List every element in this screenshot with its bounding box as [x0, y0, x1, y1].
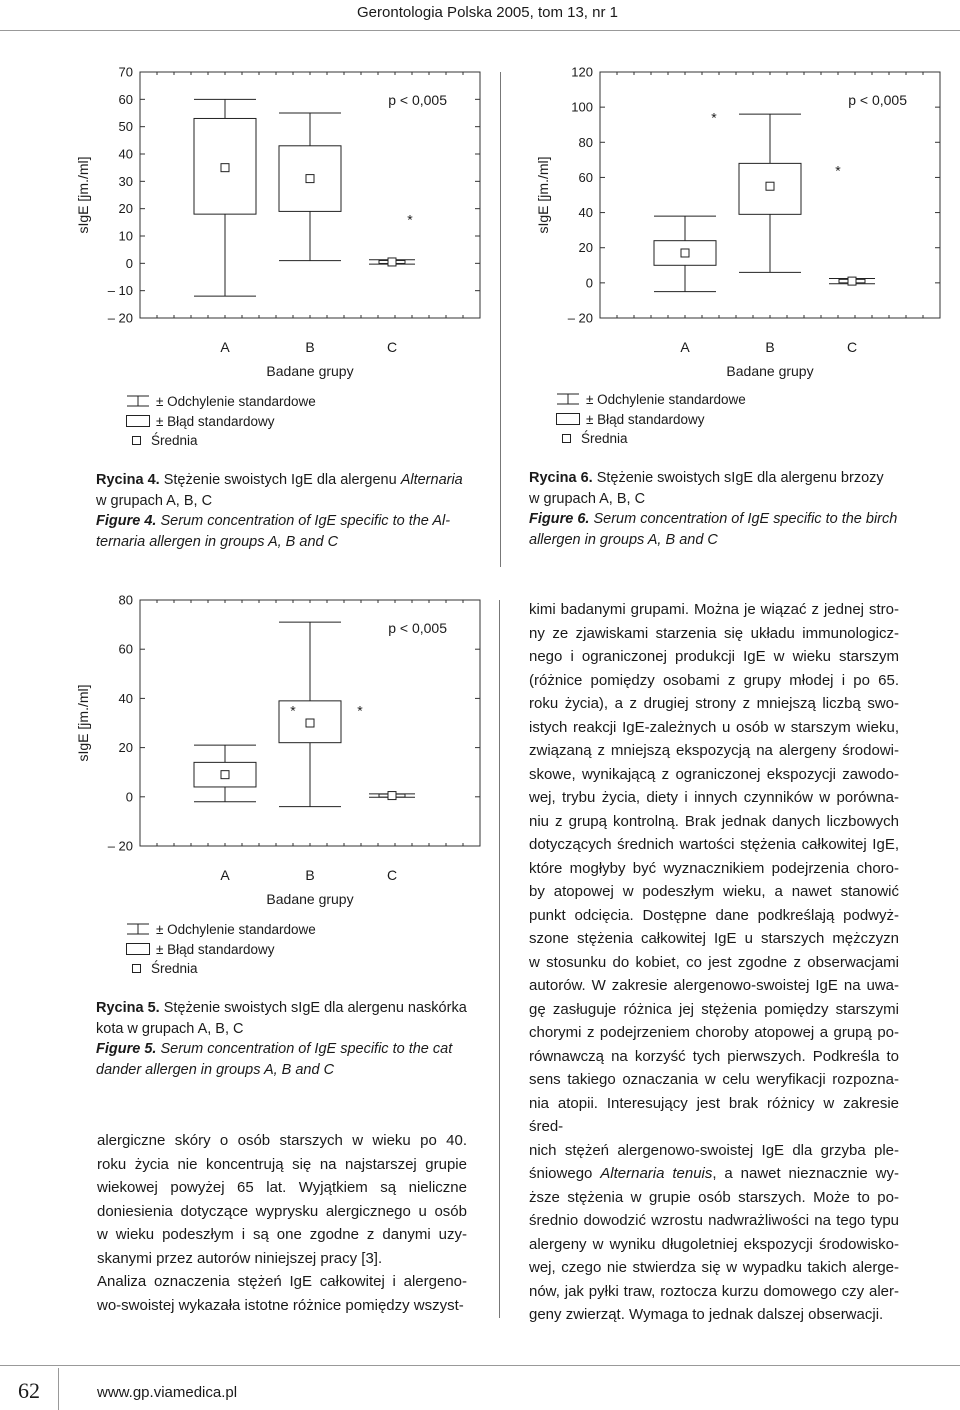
text-line: gę zasługuje różnica jej stężenia pomiędzy starszymi — [529, 1000, 899, 1018]
y-tick-label: 20 — [118, 201, 133, 217]
header-divider — [0, 30, 960, 31]
text-line: związaną z mniejszą ekspozycją na alergeny środowi- — [529, 742, 899, 759]
text-line: chorymi z podejrzeniem choroby atopowej a grupą po- — [529, 1024, 899, 1041]
x-category-label: B — [305, 867, 315, 883]
legend-se: ± Błąd standardowy — [556, 410, 856, 430]
mean-square-icon — [131, 961, 145, 975]
significance-annotation: p < 0,005 — [388, 620, 447, 636]
text-line: skanymi przez autorów niniejszej pracy [3]. — [97, 1249, 383, 1267]
y-tick-label: 0 — [125, 255, 133, 271]
x-category-label: A — [220, 339, 230, 355]
text-line: istych reakcji IgE-zależnych u osób w starszym wieku, — [529, 718, 899, 736]
significance-star: * — [357, 702, 363, 719]
y-tick-label: – 10 — [107, 283, 133, 299]
legend-sd: ± Odchylenie standardowe — [126, 920, 426, 940]
page-number: 62 — [18, 1378, 40, 1403]
figure-5-caption: Rycina 5. Stężenie swoistych sIgE dla alergenu naskórka kota w grupach A, B, C Figure 5. Serum concentration of IgE specific to the cat dander allergen in groups A, B and C — [96, 1000, 467, 1078]
figure-5-chart — [60, 590, 490, 910]
text-line: sens takiego oznaczania w celu weryfikacji rozpozna- — [529, 1071, 899, 1088]
mean-square-icon — [131, 433, 145, 447]
text-line: punkt odcięcia. Dostępne dane podkreślają podwyż- — [529, 906, 899, 924]
text-line: niu z grupą kontrolną. Brak jednak danych liczbowych — [529, 812, 899, 830]
y-axis-label: sIgE [jm./ml] — [535, 156, 551, 234]
x-category-label: B — [305, 339, 315, 355]
text-line: wo-swoistej wykazała istotne różnice pomiędzy wszyst- — [97, 1296, 464, 1314]
text-line: wej, trybu życia, diety i innych czynników w porówna- — [529, 789, 899, 806]
whisker-icon — [556, 392, 580, 406]
text-line: kimi badanymi grupami. Można je wiązać z jednej stro- — [529, 601, 899, 618]
mean-marker — [766, 182, 774, 190]
body-text-right-column — [529, 598, 899, 1327]
footer-divider — [0, 1365, 960, 1366]
y-tick-label: – 20 — [107, 310, 133, 326]
text-line: (różnice pomiędzy osobami z grupy młodej i po 65. — [529, 671, 899, 689]
y-tick-label: 60 — [118, 91, 133, 107]
figure-4-caption: Rycina 4. Stężenie swoistych IgE dla alergenu Alternaria w grupach A, B, C Figure 4. Serum concentration of IgE specific to the Al- ternaria allergen in groups A, B and C — [96, 472, 463, 550]
y-tick-label: 30 — [118, 173, 133, 189]
y-tick-label: 60 — [118, 641, 133, 657]
legend-mean: Średnia — [126, 959, 426, 979]
mean-marker — [388, 258, 396, 266]
box-icon — [126, 414, 150, 428]
x-category-label: C — [386, 867, 398, 883]
text-line: alergiczne skóry o osób starszych w wieku po 40. — [97, 1132, 467, 1149]
legend-mean: Średnia — [556, 429, 856, 449]
x-category-label: A — [680, 339, 690, 355]
journal-citation: Gerontologia Polska 2005, tom 13, nr 1 — [357, 4, 618, 21]
x-axis-label: Badane grupy — [266, 891, 354, 907]
text-line: wiekowej powyżej 65 lat. Wyjątkiem są nieliczne — [97, 1179, 467, 1196]
text-line: geny zwierząt. Wymaga to jednak dalszej obserwacji. — [529, 1306, 884, 1323]
footer-url: www.gp.viamedica.pl — [97, 1384, 238, 1401]
body-text-left-column — [97, 1129, 467, 1317]
significance-annotation: p < 0,005 — [388, 92, 447, 108]
x-category-label: C — [846, 339, 858, 355]
text-line: śniowego Alternaria tenuis, a nawet nieznacznie wy- — [529, 1165, 899, 1182]
x-axis-label: Badane grupy — [266, 363, 354, 379]
figure-5-legend — [126, 920, 426, 979]
y-tick-label: 100 — [571, 99, 593, 115]
text-line: wej, czego nie stwierdza się w wypadku takich alerge- — [529, 1259, 899, 1276]
mean-marker — [221, 164, 229, 172]
text-line: skowe, wynikającą z ograniczonej ekspozycji zawodo- — [529, 765, 899, 783]
text-line: autorów. W zakresie alergenowo-swoistej IgE na uwa- — [529, 977, 899, 994]
box-icon — [556, 412, 580, 426]
text-line: ższe stężenia w grupie osób starszych. Może to po- — [529, 1188, 899, 1206]
text-line: by atopowej w podeszłym wieku, a nawet stanowić — [529, 883, 899, 900]
legend-sd: ± Odchylenie standardowe — [556, 390, 856, 410]
significance-star: * — [711, 109, 717, 126]
y-tick-label: 120 — [571, 64, 593, 80]
text-line: nów, jak pyłki traw, roztocza kurzu domowego czy aler- — [529, 1282, 899, 1300]
box-icon — [126, 942, 150, 956]
y-tick-label: 70 — [118, 64, 133, 80]
legend-se: ± Błąd standardowy — [126, 940, 426, 960]
text-line: w stosunku do kobiet, co jest zgodne z obserwacjami — [529, 953, 899, 971]
text-line: nia atopii. Interesujący jest brak różnicy w zakresie śred- — [529, 1094, 899, 1135]
x-category-label: C — [386, 339, 398, 355]
legend-mean: Średnia — [126, 431, 426, 451]
mean-marker — [681, 249, 689, 257]
figure-6-legend — [556, 390, 856, 449]
y-tick-label: 80 — [118, 592, 133, 608]
y-axis-label: sIgE [jm./ml] — [75, 684, 91, 762]
whisker-icon — [126, 922, 150, 936]
y-tick-label: 0 — [585, 275, 593, 291]
y-tick-label: 40 — [578, 205, 593, 221]
y-tick-label: 60 — [578, 169, 593, 185]
figure-4-chart — [60, 62, 490, 382]
y-tick-label: 80 — [578, 134, 593, 150]
y-axis-label: sIgE [jm./ml] — [75, 156, 91, 234]
x-category-label: B — [765, 339, 775, 355]
text-line: alergeny w wyniku długoletniej ekspozycji środowisko- — [529, 1235, 899, 1253]
y-tick-label: 40 — [118, 146, 133, 162]
significance-annotation: p < 0,005 — [848, 92, 907, 108]
significance-star: * — [290, 702, 296, 719]
mean-marker — [848, 277, 856, 285]
text-line: szone stężenia całkowitej IgE u starszych mężczyzn — [529, 930, 899, 947]
figure-divider — [500, 72, 501, 567]
mean-square-icon — [561, 431, 575, 445]
legend-sd: ± Odchylenie standardowe — [126, 392, 426, 412]
text-line: doniesienia dotyczące wyprysku alergicznego u osób — [97, 1202, 467, 1220]
y-tick-label: 50 — [118, 119, 133, 135]
mean-marker — [306, 175, 314, 183]
y-tick-label: 40 — [118, 690, 133, 706]
text-line: równawczą na korzyść tych pierwszych. Podkreśla to — [529, 1047, 899, 1065]
y-tick-label: 20 — [578, 240, 593, 256]
text-line: nego i ograniczonej produkcji IgE w wieku starszym — [529, 648, 899, 665]
mean-marker — [306, 719, 314, 727]
text-line: dotyczących średnich wartości stężenia całkowitej IgE, — [529, 836, 899, 853]
significance-star: * — [407, 211, 413, 228]
x-axis-label: Badane grupy — [726, 363, 814, 379]
figure-4-legend — [126, 392, 426, 451]
text-line: Analiza oznaczenia stężeń IgE całkowitej i alergeno- — [97, 1273, 467, 1290]
text-line: nich stężeń alergenowo-swoistej IgE dla grzyba ple- — [529, 1141, 899, 1159]
y-tick-label: 20 — [118, 740, 133, 756]
text-line: średnio dowodzić wzrostu nadwrażliwości na tego typu — [529, 1212, 899, 1229]
page-number-divider — [58, 1368, 59, 1410]
significance-star: * — [835, 162, 841, 179]
text-line: które mogłyby być wyznacznikiem podejrzenia choro- — [529, 859, 899, 877]
figure-6-caption: Rycina 6. Stężenie swoistych sIgE dla alergenu brzozy w grupach A, B, C Figure 6. Serum concentration of IgE specific to the birch allergen in groups A, B and C — [529, 470, 898, 548]
y-tick-label: 0 — [125, 789, 133, 805]
y-tick-label: – 20 — [107, 838, 133, 854]
mean-marker — [388, 792, 396, 800]
text-line: roku życia nie koncentrują się na najstarszej grupie — [97, 1155, 467, 1173]
y-tick-label: 10 — [118, 228, 133, 244]
text-line: roku życia), a z drugiej strony z mniejszą liczbą swo- — [529, 695, 899, 712]
whisker-icon — [126, 394, 150, 408]
running-head — [0, 0, 960, 30]
text-line: ny ze zjawiskami starzenia się układu immunologicz- — [529, 624, 899, 642]
column-divider — [499, 600, 500, 1318]
text-line: w wieku podeszłym i są one zgodne z danymi uzy- — [97, 1226, 467, 1243]
legend-se: ± Błąd standardowy — [126, 412, 426, 432]
y-tick-label: – 20 — [567, 310, 593, 326]
figure-6-chart — [520, 62, 950, 382]
x-category-label: A — [220, 867, 230, 883]
mean-marker — [221, 771, 229, 779]
